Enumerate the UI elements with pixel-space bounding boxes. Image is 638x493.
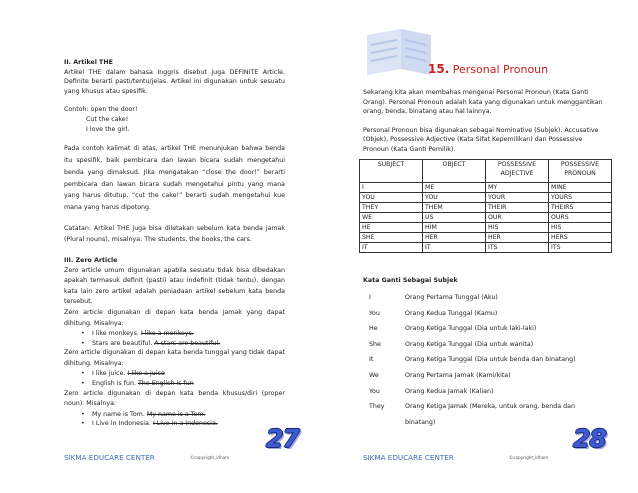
pronoun-table — [359, 159, 612, 253]
list-item — [363, 321, 609, 337]
table-row — [360, 243, 612, 253]
pronoun-term: You — [369, 309, 380, 317]
list-item — [363, 290, 609, 306]
pronoun-meaning: Orang Ketiga Jamak (Mereka, untuk orang, benda dan binatang) — [405, 403, 575, 426]
pronoun-term: He — [369, 325, 378, 333]
copyright-text: ©copyright_idham — [509, 455, 549, 460]
copyright-text: ©copyright_idham — [190, 455, 230, 460]
incorrect-example: I like a juice — [127, 370, 165, 378]
table-cell: YOURS — [549, 193, 612, 203]
table-cell: THEIRS — [549, 203, 612, 213]
incorrect-example: I like a monkeys. — [140, 330, 194, 338]
incorrect-example: A stars are beautiful. — [154, 339, 221, 347]
list-item — [363, 384, 609, 400]
watermark-logo-icon — [361, 25, 435, 83]
pronoun-meaning: Orang Ketiga Tunggal (Dia untuk wanita) — [405, 340, 534, 348]
subject-pronoun-list — [363, 275, 609, 430]
table-row — [360, 193, 612, 203]
page-number: 28 — [573, 424, 606, 453]
list-item — [363, 352, 609, 368]
list-item — [363, 306, 609, 322]
subject-pronoun-heading: Kata Ganti Sebagai Subjek — [363, 277, 458, 284]
correct-example: My name is Tom. — [92, 410, 145, 418]
pronoun-meaning: Orang Ketiga Tunggal (Dia untuk benda dan binatang) — [405, 356, 576, 364]
bullet-item — [64, 419, 285, 429]
table-header-cell: OBJECT — [423, 160, 486, 183]
the-note-paragraph: Catatan: Artikel THE juga bisa diletakan sebelum kata benda jamak (Plural nouns), misalnya: The students, the books, the cars. — [64, 224, 285, 243]
table-cell: HIS — [486, 223, 549, 233]
bullet-item — [64, 339, 285, 349]
table-cell: YOUR — [486, 193, 549, 203]
table-cell: ITS — [549, 243, 612, 253]
table-header-cell: POSSESSIVE ADJECTIVE — [486, 160, 549, 183]
table-cell: HIM — [423, 223, 486, 233]
pronoun-meaning: Orang Ketiga Tunggal (Dia untuk laki-laki) — [405, 325, 537, 333]
table-row — [360, 233, 612, 243]
right-text-column — [363, 88, 609, 155]
table-row — [360, 223, 612, 233]
list-item — [363, 337, 609, 353]
table-row — [360, 203, 612, 213]
zero-article-rule-1: Zero article digunakan di depan kata benda jamak yang dapat dihitung. Misalnya: — [64, 308, 285, 327]
zero-article-rule-3: Zero article digunakan di depan kata benda khusus/diri (proper noun). Misalnya: — [64, 389, 285, 408]
correct-example: Stars are beautiful. — [92, 339, 153, 347]
table-header-cell: POSSESSIVE PRONOUN — [549, 160, 612, 183]
table-row — [360, 183, 612, 193]
zero-article-rule-2: Zero article digunakan di depan kata benda tunggal yang tidak dapat dihitung. Misalnya: — [64, 349, 285, 367]
table-cell: MINE — [549, 183, 612, 193]
table-cell: ME — [423, 183, 486, 193]
the-intro-paragraph: Artikel THE dalam bahasa Inggris disebut juga DEFINITE Article. Definite berarti pasti/tentu/jelas. Artikel ini digunakan untuk sesuatu yang khusus atau spesifik. — [64, 68, 285, 95]
pronoun-term: We — [369, 371, 379, 379]
table-cell: THEY — [360, 203, 423, 213]
correct-example: I Live in Indonesia. — [92, 420, 151, 428]
pronoun-meaning: Orang Kedua Tunggal (Kamu) — [405, 309, 498, 317]
table-cell: HER — [486, 233, 549, 243]
table-cell: US — [423, 213, 486, 223]
the-example-line: I love the girl. — [86, 125, 130, 133]
page-number: 27 — [266, 424, 299, 453]
bullet-item — [64, 369, 285, 379]
incorrect-example: I Live in a Indonesia. — [152, 420, 218, 428]
table-cell: HER — [423, 233, 486, 243]
table-header-row — [360, 160, 612, 183]
title-number: 15. — [428, 62, 450, 76]
correct-example: I like monkeys. — [92, 330, 139, 338]
table-cell: IT — [360, 243, 423, 253]
the-example-line: Cut the cake! — [86, 115, 129, 123]
footer-brand: SIKMA EDUCARE CENTER — [64, 453, 155, 462]
table-cell: ITS — [486, 243, 549, 253]
page-title — [428, 62, 548, 76]
section-heading-the: II. Artikel THE — [64, 59, 113, 66]
left-text-column — [64, 58, 285, 429]
table-cell: HE — [360, 223, 423, 233]
incorrect-example: The English is fun — [138, 380, 194, 388]
table-cell: HERS — [549, 233, 612, 243]
table-cell: THEM — [423, 203, 486, 213]
correct-example: English is fun. — [92, 380, 136, 388]
bullet-item — [64, 379, 285, 389]
the-explanation-paragraph: Pada contoh kalimat di atas, artikel THE menunjukan bahwa benda itu spesifik, baik pembicara dan lawan bicara sudah mengetahui benda yang dimaksud. Jika mengatakan “close the door!” berarti pembicara dan lawan bicara sudah mengetahui pintu yang mana yang harus ditutup. “cut the cake!” berarti sudah mengetahui kue mana yang harus dipotong. — [64, 145, 285, 212]
table-row — [360, 213, 612, 223]
bullet-item — [64, 329, 285, 339]
table-cell: I — [360, 183, 423, 193]
section-heading-zero-article: III. Zero Article — [64, 256, 118, 264]
title-text: Personal Pronoun — [452, 63, 549, 76]
table-cell: OURS — [549, 213, 612, 223]
bullet-item — [64, 410, 285, 420]
zero-article-intro: Zero article umum digunakan apabila sesuatu tidak bisa dibedakan apakah termasuk definit (pasti) atau indefinit (tidak tentu), dengan kata lain zero artikel adalah peniadaan artikel sebelum kata benda tersebut. — [64, 266, 285, 306]
the-example-label: Contoh: open the door! — [64, 106, 138, 114]
pronoun-usage-paragraph: Personal Pronoun bisa digunakan sebagai Nominative (Subjek), Accusative (Objek), Possessive Adjective (Kata Sifat Kepemilikan) dan Possessive Pronoun (Kata Ganti Pemilik). — [363, 126, 599, 153]
list-item — [363, 368, 609, 384]
right-page — [319, 0, 638, 493]
pronoun-intro-paragraph: Sekarang kita akan membahas mengenai Personal Pronoun (Kata Ganti Orang). Personal Pronoun adalah kata yang digunakan untuk menggantikan orang, benda, binatang atau hal lainnya. — [363, 89, 603, 116]
pronoun-term: I — [369, 294, 371, 301]
pronoun-term: They — [369, 403, 385, 411]
pronoun-term: You — [369, 387, 380, 395]
table-cell: OUR — [486, 213, 549, 223]
table-cell: YOU — [423, 193, 486, 203]
footer-brand: SIKMA EDUCARE CENTER — [363, 453, 454, 462]
incorrect-example: My name is a Tom. — [146, 410, 206, 418]
table-cell: MY — [486, 183, 549, 193]
correct-example: I like juice. — [92, 370, 126, 378]
table-cell: SHE — [360, 233, 423, 243]
table-cell: THEIR — [486, 203, 549, 213]
table-cell: HIS — [549, 223, 612, 233]
table-cell: IT — [423, 243, 486, 253]
pronoun-term: She — [369, 340, 381, 348]
table-cell: YOU — [360, 193, 423, 203]
pronoun-meaning: Orang Pertama Jamak (Kami/kita) — [405, 371, 511, 379]
pronoun-term: It — [369, 356, 374, 364]
pronoun-meaning: Orang Pertama Tunggal (Aku) — [405, 294, 498, 301]
pronoun-meaning: Orang Kedua Jamak (Kalian) — [405, 387, 494, 395]
table-cell: WE — [360, 213, 423, 223]
table-header-cell: SUBJECT — [360, 160, 423, 183]
